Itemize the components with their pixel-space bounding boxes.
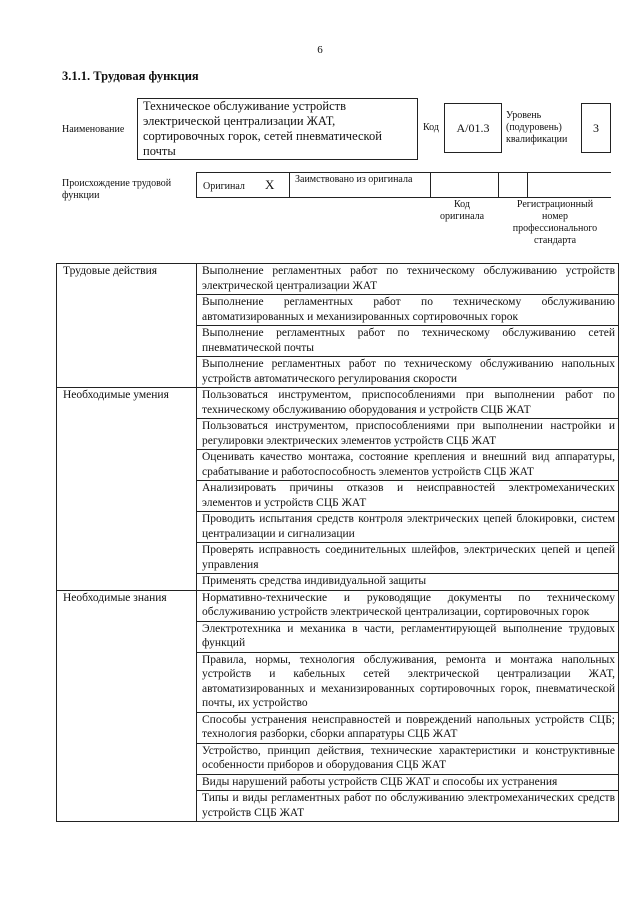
origin-divider-1: [289, 172, 290, 198]
list-item: Пользоваться инструментом, приспособлениями при выполнении работ по техническому обслуживанию оборудования и устройств СЦБ ЖАТ: [197, 388, 619, 419]
origin-divider-2: [430, 172, 431, 198]
list-item: Применять средства индивидуальной защиты: [197, 574, 619, 591]
list-item: Нормативно-технические и руководящие документы по техническому обслуживанию устройств электрической централизации, сортировочных горок: [197, 590, 619, 621]
list-item: Выполнение регламентных работ по техническому обслуживанию устройств электрической централизации ЖАТ: [197, 264, 619, 295]
table-row: [57, 388, 619, 419]
list-item: Оценивать качество монтажа, состояние крепления и внешний вид аппаратуры, срабатывание и работоспособность элементов устройств СЦБ ЖАТ: [197, 450, 619, 481]
origin-divider-3: [498, 172, 499, 198]
function-name-box: [137, 98, 418, 160]
table-row: [57, 264, 619, 295]
table-row: [57, 590, 619, 621]
list-item: Правила, нормы, технология обслуживания, ремонта и монтажа напольных устройств и кабельных сетей электрической централизации ЖАТ, автоматизированных и механизированных сортировочных горок, пневматической почты, их устройство: [197, 652, 619, 712]
list-item: Проверять исправность соединительных шлейфов, электрических цепей и цепей управления: [197, 543, 619, 574]
list-item: Выполнение регламентных работ по техническому обслуживанию сетей пневматической почты: [197, 326, 619, 357]
code-value-box: [444, 103, 502, 153]
level-value-box: [581, 103, 611, 153]
list-item: Пользоваться инструментом, приспособлениями при выполнении настройки и регулировки электрических элементов устройств СЦБ ЖАТ: [197, 419, 619, 450]
category-required-knowledge: Необходимые знания: [57, 590, 197, 822]
level-value: 3: [593, 121, 599, 135]
list-item: Способы устранения неисправностей и повреждений напольных устройств СЦБ; технология разборки, сборки аппаратуры СЦБ ЖАТ: [197, 712, 619, 743]
name-label: Наименование: [62, 124, 125, 135]
code-original-label: Код оригинала: [439, 199, 485, 222]
list-item: Виды нарушений работы устройств СЦБ ЖАТ и способы их устранения: [197, 774, 619, 791]
code-value: A/01.3: [456, 121, 490, 135]
category-labor-actions: Трудовые действия: [57, 264, 197, 388]
origin-table: [196, 172, 528, 198]
reg-number-label: Регистрационный номер профессионального стандарта: [512, 199, 598, 246]
code-label: Код: [423, 122, 439, 133]
page-number: 6: [317, 44, 323, 56]
reg-number-cell: [528, 172, 611, 198]
list-item: Выполнение регламентных работ по техническому обслуживанию автоматизированных и механизированных сортировочных горок: [197, 295, 619, 326]
list-item: Выполнение регламентных работ по техническому обслуживанию напольных устройств автоматического регулирования скорости: [197, 357, 619, 388]
category-required-skills: Необходимые умения: [57, 388, 197, 591]
list-item: Электротехника и механика в части, регламентирующей выполнение трудовых функций: [197, 621, 619, 652]
borrowed-label: Заимствовано из оригинала: [295, 174, 413, 185]
original-label: Оригинал: [203, 181, 245, 192]
list-item: Устройство, принцип действия, технические характеристики и конструктивные особенности приборов и оборудования СЦБ ЖАТ: [197, 743, 619, 774]
list-item: Анализировать причины отказов и неисправностей электромеханических элементов и устройств СЦБ ЖАТ: [197, 481, 619, 512]
list-item: Проводить испытания средств контроля электрических цепей блокировки, систем централизации и сигнализации: [197, 512, 619, 543]
origin-label: Происхождение трудовой функции: [62, 178, 172, 201]
function-name-text: Техническое обслуживание устройств электрической централизации ЖАТ, сортировочных горок, сетей пневматической почты: [143, 99, 382, 158]
original-mark: X: [265, 177, 275, 192]
function-details-table: [56, 263, 619, 822]
list-item: Типы и виды регламентных работ по обслуживанию электромеханических средств устройств СЦБ ЖАТ: [197, 791, 619, 822]
section-title: 3.1.1. Трудовая функция: [62, 69, 199, 83]
level-label: Уровень (подуровень) квалификации: [506, 110, 568, 145]
